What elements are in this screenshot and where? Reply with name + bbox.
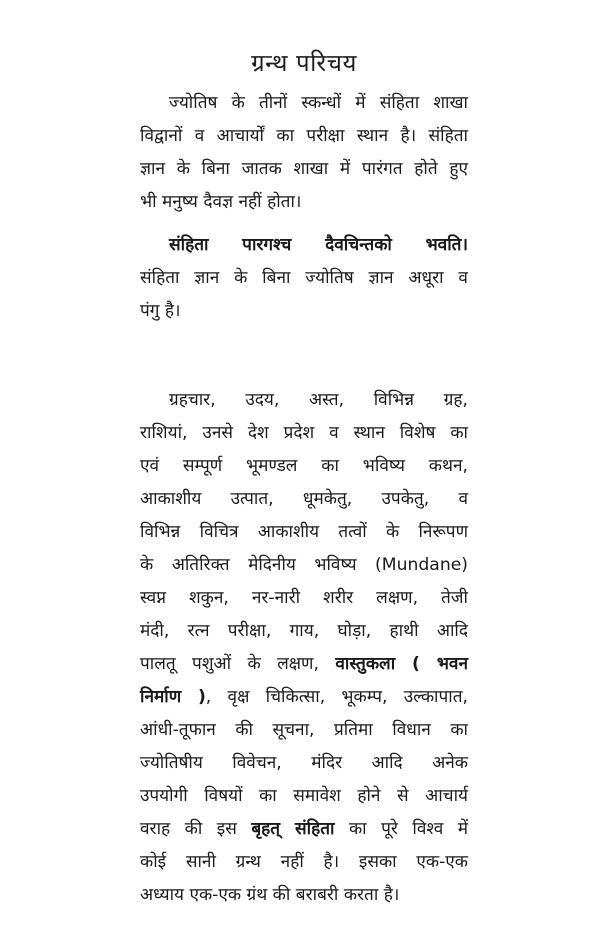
text-span: वराह की इस (140, 819, 252, 839)
bold-term-nirman: निर्माण ) (140, 687, 206, 707)
text-line: स्वप्न शकुन, नर-नारी शरीर लक्षण, तेजी (140, 588, 468, 608)
text-line: उपयोगी विषयों का समावेश होने से आचार्य (140, 786, 468, 806)
text-line: पंगु है। (140, 301, 181, 321)
text-line: विद्वानों व आचार्यों का परीक्षा स्थान है। संहिता (140, 126, 468, 146)
text-line: मंदी, रत्न परीक्षा, गाय, घोड़ा, हाथी आदि (140, 621, 468, 641)
text-line: अध्याय एक-एक ग्रंथ की बराबरी करता है। (140, 885, 400, 905)
text-span: पालतू पशुओं के लक्षण, (140, 654, 336, 674)
text-line-brihat (140, 816, 468, 842)
text-line: विभिन्न विचित्र आकाशीय तत्वों के निरूपण (140, 522, 468, 542)
text-line: राशियां, उनसे देश प्रदेश व स्थान विशेष का (140, 423, 468, 443)
text-span: का पूरे विश्व में (334, 819, 468, 839)
text-line: ज्ञान के बिना जातक शाखा में पारंगत होते हुए (140, 159, 468, 179)
text-line: कोई सानी ग्रन्थ नहीं है। इसका एक-एक (140, 852, 468, 872)
text-line: आंधी-तूफान की सूचना, प्रतिमा विधान का (140, 720, 468, 740)
text-line: ज्योतिषीय विवेचन, मंदिर आदि अनेक (140, 753, 468, 773)
sanskrit-quote: संहिता पारगश्च दैवचिन्तको भवति। (169, 235, 468, 255)
text-line-vastukala (140, 651, 468, 677)
text-line: भी मनुष्य दैवज्ञ नहीं होता। (140, 192, 302, 212)
bold-term-brihat-samhita: बृहत् संहिता (251, 819, 335, 839)
text-line: एवं सम्पूर्ण भूमण्डल का भविष्य कथन, (140, 456, 468, 476)
bold-term-vastukala: वास्तुकला ( भवन (335, 654, 469, 674)
text-line-nirman (140, 684, 468, 710)
text-line: संहिता ज्ञान के बिना ज्योतिष ज्ञान अधूरा व (140, 268, 468, 288)
text-line: आकाशीय उत्पात, धूमकेतु, उपकेतु, व (140, 489, 468, 509)
text-line: ग्रहचार, उदय, अस्त, विभिन्न ग्रह, (169, 390, 468, 410)
text-line: ज्योतिष के तीनों स्कन्धों में संहिता शाखा (169, 93, 468, 113)
page-title: ग्रन्थ परिचय (251, 49, 357, 77)
text-span: , वृक्ष चिकित्सा, भूकम्प, उल्कापात, (205, 687, 468, 707)
text-line: के अतिरिक्त मेदिनीय भविष्य (Mundane) (140, 555, 468, 575)
